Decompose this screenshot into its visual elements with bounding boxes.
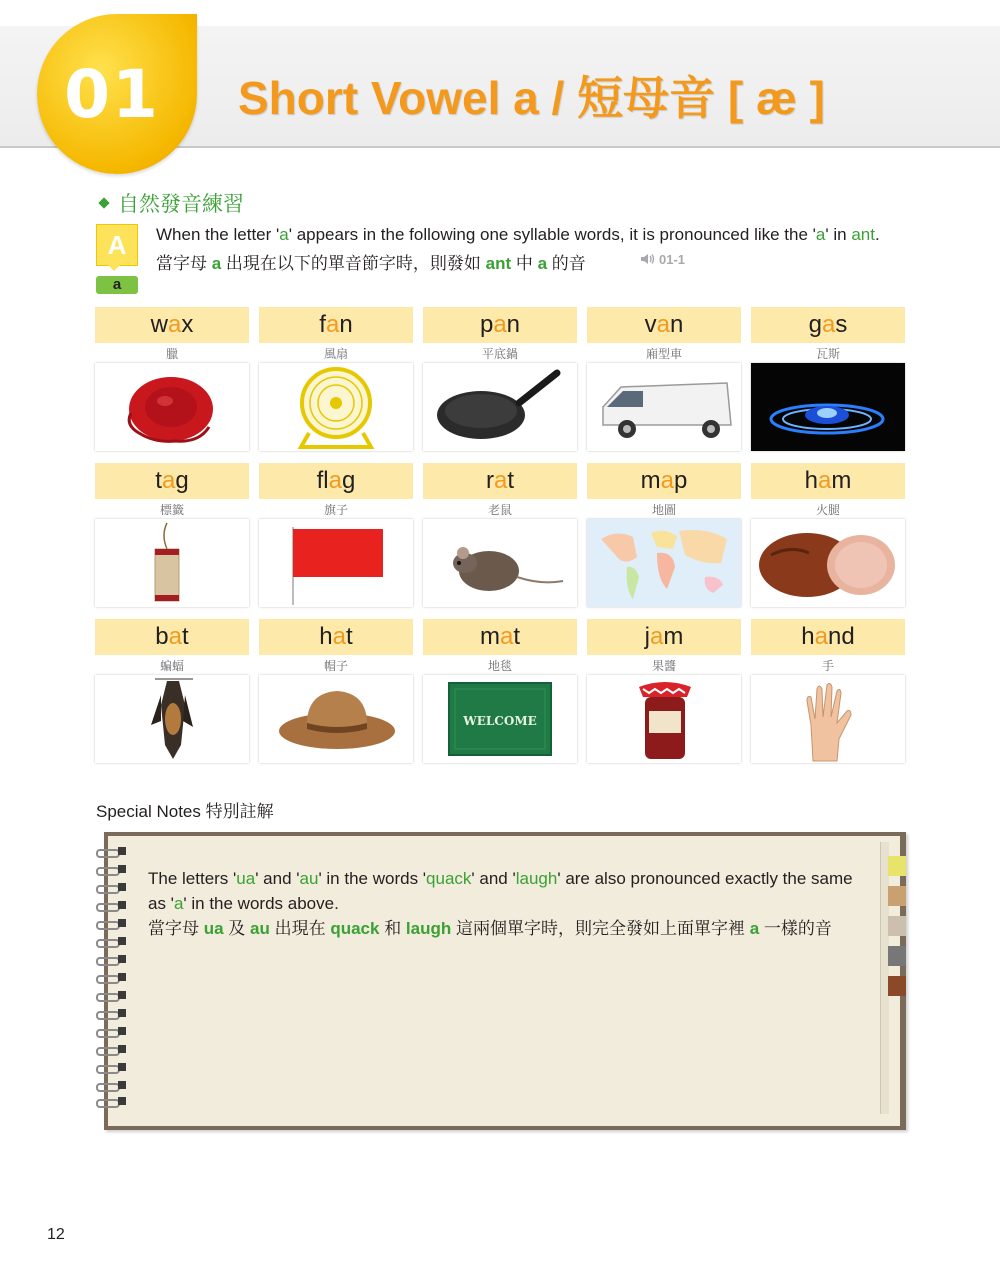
word-part: t: [155, 467, 162, 494]
intro-zh-text: 的音: [547, 254, 586, 273]
pan-icon: [423, 363, 577, 451]
wax-seal-icon: [95, 363, 249, 451]
word-card: [259, 463, 413, 607]
word-part: w: [150, 311, 168, 338]
bat-icon: [95, 675, 249, 763]
word-translation: 標籤: [159, 503, 184, 517]
word-translation: 廂型車: [645, 347, 682, 361]
word-part: m: [831, 467, 852, 494]
audio-track[interactable]: [640, 252, 685, 267]
word-card: [587, 619, 741, 763]
notebook-tab: [888, 916, 906, 936]
word-card: [95, 307, 249, 451]
word-translation: 地圖: [651, 503, 676, 517]
word-label: [751, 307, 905, 343]
letter-lower-box: a: [96, 276, 138, 294]
word-part: g: [342, 467, 356, 494]
word-translation: 旗子: [323, 503, 348, 517]
jam-jar-icon: [587, 675, 741, 763]
word-translation: 臘: [165, 347, 178, 361]
word-translation: 瓦斯: [815, 347, 840, 361]
intro-zh-text: 出現在以下的單音節字時，則發如: [221, 254, 486, 273]
word-part: g: [175, 467, 189, 494]
word-card: [423, 619, 577, 763]
word-card: [259, 307, 413, 451]
notes-chinese: [148, 916, 868, 941]
word-part: nd: [828, 623, 855, 650]
word-label: [423, 307, 577, 343]
notes-text: ' and ': [255, 869, 300, 888]
spiral-ring-icon: [96, 1008, 126, 1018]
word-part: n: [670, 311, 684, 338]
word-card: [95, 619, 249, 763]
word-part: m: [640, 467, 661, 494]
intro-en-text: ' appears in the following one syllable words, it is pronounced like the ': [288, 225, 816, 244]
word-card: [587, 307, 741, 451]
intro-en-highlight: a: [279, 225, 289, 244]
word-translation: 果醬: [651, 659, 676, 673]
word-card: [587, 463, 741, 607]
letter-box-tail: [108, 265, 120, 271]
notes-text: 當字母: [148, 919, 204, 938]
spiral-ring-icon: [96, 972, 126, 982]
intro-zh-text: 當字母: [156, 254, 212, 273]
word-label: [95, 307, 249, 343]
notes-text: 及: [223, 919, 251, 938]
speaker-icon: [640, 253, 656, 265]
word-card: [259, 619, 413, 763]
word-label: [751, 463, 905, 499]
word-vowel: a: [656, 311, 670, 338]
tag-icon: [95, 519, 249, 607]
rat-icon: [423, 519, 577, 607]
notebook-tab: [888, 856, 906, 876]
intro-zh-highlight: a: [537, 254, 548, 273]
word-part: fl: [316, 467, 329, 494]
notes-highlight: ua: [236, 869, 256, 888]
word-vowel: a: [499, 623, 514, 650]
spiral-ring-icon: [96, 918, 126, 928]
page-number: 12: [47, 1226, 65, 1243]
intro-en-text: ' in: [825, 225, 852, 244]
word-card: [751, 307, 905, 451]
notes-text: 一樣的音: [759, 919, 832, 938]
word-part: s: [835, 311, 848, 338]
word-part: t: [346, 623, 353, 650]
spiral-ring-icon: [96, 990, 126, 1000]
word-part: g: [808, 311, 822, 338]
word-part: m: [663, 623, 684, 650]
word-label: [259, 463, 413, 499]
diamond-bullet-icon: [98, 198, 109, 209]
word-vowel: a: [649, 623, 664, 650]
word-label: [259, 619, 413, 655]
lesson-number: 01: [64, 56, 160, 133]
word-vowel: a: [814, 623, 828, 650]
lesson-badge: [37, 14, 197, 174]
word-part: m: [479, 623, 500, 650]
section-heading-text: 自然發音練習: [118, 193, 244, 216]
word-vowel: a: [822, 311, 836, 338]
word-vowel: a: [660, 467, 674, 494]
notes-text: 這兩個單字時，則完全發如上面單字裡: [451, 919, 750, 938]
word-label: [751, 619, 905, 655]
word-vowel: a: [168, 623, 183, 650]
intro-en-highlight: a: [815, 225, 826, 244]
word-part: b: [155, 623, 169, 650]
van-icon: [587, 363, 741, 451]
word-translation: 風扇: [323, 347, 348, 361]
notes-text: 出現在: [269, 919, 331, 938]
intro-en-text: .: [874, 225, 880, 244]
word-vowel: a: [493, 311, 507, 338]
word-card: [751, 619, 905, 763]
notes-text: 和: [379, 919, 406, 938]
notes-english: [148, 866, 868, 916]
spiral-ring-icon: [96, 882, 126, 892]
notes-highlight: ua: [203, 919, 224, 938]
word-label: [95, 619, 249, 655]
notes-highlight: au: [299, 869, 319, 888]
fan-icon: [259, 363, 413, 451]
word-part: n: [506, 311, 521, 338]
gas-flame-icon: [751, 363, 905, 451]
spiral-ring-icon: [96, 846, 126, 856]
word-label: [587, 619, 741, 655]
word-part: f: [319, 311, 326, 338]
word-vowel: a: [332, 623, 347, 650]
word-vowel: a: [328, 467, 342, 494]
word-translation: 老鼠: [487, 503, 512, 517]
word-part: t: [513, 623, 521, 650]
notes-highlight: laugh: [515, 869, 558, 888]
word-part: t: [507, 467, 515, 494]
word-label: [95, 463, 249, 499]
word-part: h: [319, 623, 333, 650]
notes-text: ' in the words ': [318, 869, 427, 888]
hand-icon: [751, 675, 905, 763]
word-part: j: [644, 623, 650, 650]
audio-track-label: 01-1: [659, 252, 686, 267]
word-vowel: a: [818, 467, 832, 494]
word-part: x: [181, 311, 194, 338]
notes-highlight: a: [173, 894, 184, 913]
notes-text: ' are also pronounced exactly the same as ': [148, 869, 853, 913]
spiral-ring-icon: [96, 1080, 126, 1090]
word-part: r: [485, 467, 494, 494]
spiral-ring-icon: [96, 954, 126, 964]
notes-text: ' and ': [471, 869, 516, 888]
special-notes-body: [148, 866, 868, 941]
intro-english: [156, 225, 880, 245]
intro-chinese: [156, 249, 586, 274]
word-label: [423, 463, 577, 499]
word-part: n: [339, 311, 353, 338]
spiral-ring-icon: [96, 1062, 126, 1072]
word-part: v: [644, 311, 657, 338]
word-part: t: [182, 623, 189, 650]
word-vowel: a: [167, 311, 182, 338]
word-label: [587, 463, 741, 499]
page-title: Short Vowel a / 短母音 [ æ ]: [238, 72, 825, 124]
word-translation: 蝙蝠: [159, 659, 184, 673]
word-vowel: a: [161, 467, 176, 494]
word-card: [95, 463, 249, 607]
word-label: [587, 307, 741, 343]
notebook-tab: [888, 946, 906, 966]
spiral-ring-icon: [96, 1096, 126, 1106]
flag-icon: [259, 519, 413, 607]
intro-en-highlight: ant: [851, 225, 875, 244]
spiral-ring-icon: [96, 1026, 126, 1036]
world-map-icon: [587, 519, 741, 607]
mat-text: WELCOME: [463, 714, 537, 728]
spiral-ring-icon: [96, 936, 126, 946]
hat-icon: [259, 675, 413, 763]
notes-highlight: quack: [426, 869, 472, 888]
notebook-tab: [888, 886, 906, 906]
intro-en-text: When the letter ': [156, 225, 280, 244]
word-vowel: a: [325, 311, 340, 338]
ham-icon: [751, 519, 905, 607]
section-heading: [100, 188, 244, 218]
word-part: h: [804, 467, 818, 494]
word-card: [751, 463, 905, 607]
notes-highlight: quack: [330, 919, 380, 938]
notes-highlight: a: [749, 919, 760, 938]
notebook-tab: [888, 976, 906, 996]
spiral-ring-icon: [96, 1044, 126, 1054]
word-card: [423, 307, 577, 451]
word-translation: 平底鍋: [481, 347, 518, 361]
word-card: [423, 463, 577, 607]
letter-upper-box: A: [96, 224, 138, 266]
word-vowel: a: [493, 467, 508, 494]
word-part: h: [801, 623, 815, 650]
word-part: p: [674, 467, 688, 494]
notes-highlight: laugh: [405, 919, 452, 938]
notebook-spiral: [96, 840, 130, 1110]
intro-zh-highlight: a: [211, 254, 222, 273]
notes-text: The letters ': [148, 869, 237, 888]
intro-zh-highlight: ant: [485, 254, 512, 273]
intro-zh-text: 中: [511, 254, 538, 273]
spiral-ring-icon: [96, 900, 126, 910]
word-part: p: [479, 311, 494, 338]
word-translation: 帽子: [323, 659, 348, 673]
notes-highlight: au: [250, 919, 270, 938]
special-notes-heading: Special Notes 特別註解: [96, 802, 274, 821]
word-label: [423, 619, 577, 655]
notes-text: ' in the words above.: [183, 894, 339, 913]
word-translation: 火腿: [815, 503, 840, 517]
word-translation: 地毯: [487, 659, 512, 673]
word-label: [259, 307, 413, 343]
spiral-ring-icon: [96, 864, 126, 874]
word-translation: 手: [821, 659, 834, 673]
mat-icon: [423, 675, 577, 763]
